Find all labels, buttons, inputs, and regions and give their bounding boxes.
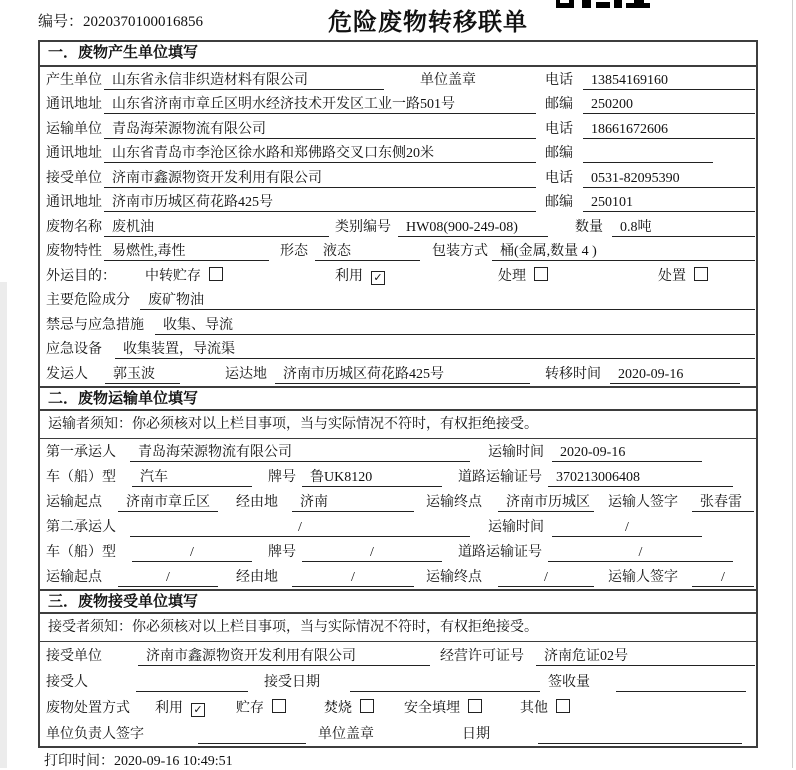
equipment-value: 收集装置，导流渠 [115,340,755,359]
date-label: 日期 [462,726,490,742]
section3-header: 三．废物接受单位填写 [40,589,756,614]
option-store [236,699,286,718]
end-label: 运输终点 [426,569,482,585]
receiver-address-value: 济南市历城区荷花路425号 [104,193,536,212]
checkbox [694,267,708,281]
character-label: 废物特性 [46,244,102,259]
address-label: 通讯地址 [46,195,102,210]
row-waste-name [40,214,756,239]
via2-value: / [292,568,414,587]
row-receiver-address [40,190,756,215]
category-label: 类别编号 [335,219,391,235]
row-shipper [40,361,756,386]
permit-label: 道路运输证号 [458,469,542,485]
waste-name-value: 废机油 [104,218,329,237]
section1-header: 一．废物产生单位填写 [40,42,756,67]
producer-phone-value: 13854169160 [583,71,755,90]
carrier1-label: 第一承运人 [46,444,116,460]
document-number-value: 2020370100016856 [83,14,204,30]
origin1-value: 济南市章丘区 [118,493,218,512]
option-utilize [335,267,385,286]
vehicle-label: 车（船）型 [46,469,116,485]
vehicle2-value: / [132,543,252,562]
taboo-label: 禁忌与应急措施 [46,317,144,333]
purpose-label: 外运目的： [46,268,116,284]
quantity-label: 数量 [575,219,603,235]
option-label: 利用 [155,700,183,716]
transporter-phone-value: 18661672606 [583,120,755,139]
row-receiver [40,165,756,190]
zip-label: 邮编 [545,97,573,112]
row-equipment [40,337,756,362]
end-label: 运输终点 [426,494,482,510]
origin-label: 运输起点 [46,494,102,510]
option-utilize [155,699,205,718]
phone-label: 电话 [545,121,573,137]
via1-value: 济南 [292,493,414,512]
transporter-notice: 运输者须知：你必须核对以上栏目事项，当与实际情况不符时，有权拒绝接受。 [40,411,756,439]
shipper-value: 郭玉波 [105,365,180,384]
plate2-value: / [302,543,442,562]
row-chief-sign [40,720,756,746]
permit-label: 道路运输证号 [458,544,542,560]
plate-label: 牌号 [268,469,296,485]
section3-body [40,642,756,746]
page-title: 危险废物转移联单 [328,9,528,36]
checkbox [468,699,482,713]
receiver-zip-value: 250101 [583,193,755,212]
character-value: 易燃性,毒性 [104,242,269,261]
row-carrier2 [40,514,756,539]
row-purpose [40,263,756,288]
chief-sign-label: 单位负责人签字 [46,726,144,742]
receive-date-label: 接受日期 [264,674,320,690]
hazard-label: 主要危险成分 [46,293,130,308]
receiving-unit-label: 接受单位 [46,648,102,664]
row-transporter-address [40,141,756,166]
vehicle-label: 车（船）型 [46,544,116,560]
transport-time-label: 运输时间 [488,519,544,535]
address-label: 通讯地址 [46,97,102,112]
signed-amount-label: 签收量 [548,674,590,690]
checkbox [556,699,570,713]
option-label: 安全填埋 [404,700,460,716]
section2-body [40,439,756,589]
phone-label: 电话 [545,72,573,88]
packing-value: 桶(金属,数量 4 ) [492,242,755,261]
checkbox [209,267,223,281]
receiver-value: 济南市鑫源物资开发利用有限公司 [104,169,536,188]
taboo-value: 收集、导流 [155,316,755,335]
phone-label: 电话 [545,170,573,186]
option-treat [498,267,548,286]
signed-amount-value [616,673,746,692]
hazard-value: 废矿物油 [140,291,755,310]
option-other [520,699,570,718]
permit2-value: / [548,543,733,562]
transporter-zip-value [583,144,713,163]
manifest-form [38,40,758,748]
receive-date-value [350,673,540,692]
carrier1-value: 青岛海荣源物流有限公司 [130,443,470,462]
document-number-label: 编号： [38,14,84,30]
section2-header: 二．废物运输单位填写 [40,386,756,411]
transporter-label: 运输单位 [46,121,102,137]
option-dispose [658,267,708,286]
qr-block [596,2,610,8]
via-label: 经由地 [236,494,278,510]
receive-person-value [136,673,248,692]
disposal-label: 废物处置方式 [46,700,130,716]
sign1-value: 张春雷 [692,493,754,512]
qr-block [560,0,569,3]
option-landfill [404,699,482,718]
page-edge-left [0,282,7,768]
row-vehicle2 [40,539,756,564]
plate1-value: 鲁UK8120 [302,468,442,487]
vehicle1-value: 汽车 [132,468,252,487]
sign-label: 运输人签字 [608,494,678,510]
end1-value: 济南市历城区 [498,493,594,512]
quantity-value: 0.8吨 [612,218,755,237]
destination-value: 济南市历城区荷花路425号 [275,365,530,384]
section1-body [40,67,756,386]
transport-time2-value: / [552,518,702,537]
checkbox [534,267,548,281]
row-route1 [40,489,756,514]
unit-seal-label: 单位盖章 [318,726,374,742]
row-waste-character [40,239,756,264]
qr-block [614,0,622,8]
option-label: 贮存 [236,700,264,716]
via-label: 经由地 [236,569,278,585]
checkbox [272,699,286,713]
destination-label: 运达地 [225,366,267,382]
transport-time1-value: 2020-09-16 [552,443,702,462]
producer-zip-value: 250200 [583,95,755,114]
option-label: 焚烧 [324,700,352,716]
row-transporter [40,116,756,141]
sign2-value: / [692,568,754,587]
option-label: 处理 [498,268,526,284]
row-taboo [40,312,756,337]
option-transfer-storage [145,267,223,286]
zip-label: 邮编 [545,195,573,210]
print-time-label: 打印时间： [44,754,114,769]
shipper-label: 发运人 [46,366,88,382]
equipment-label: 应急设备 [46,342,102,357]
option-label: 处置 [658,268,686,284]
chief-sign-value [198,725,306,744]
option-label: 其他 [520,700,548,716]
qr-code-fragment-icon [556,0,650,9]
row-carrier1 [40,439,756,464]
transporter-value: 青岛海荣源物流有限公司 [104,120,536,139]
row-producer [40,67,756,92]
row-receive-person [40,668,756,694]
producer-address-value: 山东省济南市章丘区明水经济技术开发区工业一路501号 [104,95,536,114]
unit-seal-label: 单位盖章 [420,72,476,88]
waste-name-label: 废物名称 [46,219,102,235]
end2-value: / [498,568,594,587]
print-time [44,750,233,770]
print-time-value: 2020-09-16 10:49:51 [114,754,233,769]
category-value: HW08(900-249-08) [398,218,548,237]
receiver-label: 接受单位 [46,170,102,186]
transfer-time-label: 转移时间 [545,366,601,382]
row-hazard [40,288,756,313]
option-label: 中转贮存 [145,268,201,284]
form-label: 形态 [280,244,308,259]
option-label: 利用 [335,268,363,284]
origin2-value: / [118,568,218,587]
producer-label: 产生单位 [46,72,102,88]
row-producer-address [40,92,756,117]
checkbox-checked: ✓ [371,271,385,285]
permit1-value: 370213006408 [548,468,733,487]
page-edge-right [792,0,793,768]
carrier2-value: / [130,518,470,537]
transporter-address-value: 山东省青岛市李沧区徐水路和郑佛路交叉口东侧20米 [104,144,536,163]
receiver-phone-value: 0531-82095390 [583,169,755,188]
sign-label: 运输人签字 [608,569,678,585]
form-value: 液态 [315,242,420,261]
row-receiving-unit [40,642,756,668]
license-label: 经营许可证号 [440,648,524,664]
option-incinerate [324,699,374,718]
row-route2 [40,564,756,589]
checkbox [360,699,374,713]
document-number [38,10,203,31]
carrier2-label: 第二承运人 [46,519,116,535]
receive-person-label: 接受人 [46,674,88,690]
packing-label: 包装方式 [432,244,488,259]
receiving-unit-value: 济南市鑫源物资开发利用有限公司 [138,647,430,666]
plate-label: 牌号 [268,544,296,560]
row-disposal [40,694,756,720]
transfer-time-value: 2020-09-16 [610,365,740,384]
address-label: 通讯地址 [46,146,102,161]
date-value [538,725,742,744]
checkbox-checked: ✓ [191,703,205,717]
qr-block [634,0,644,4]
row-vehicle1 [40,464,756,489]
origin-label: 运输起点 [46,569,102,585]
receiver-notice: 接受者须知：你必须核对以上栏目事项，当与实际情况不符时，有权拒绝接受。 [40,614,756,642]
transport-time-label: 运输时间 [488,444,544,460]
license-value: 济南危证02号 [536,647,755,666]
producer-value: 山东省永信非织造材料有限公司 [104,71,384,90]
zip-label: 邮编 [545,146,573,161]
qr-block [582,0,591,8]
